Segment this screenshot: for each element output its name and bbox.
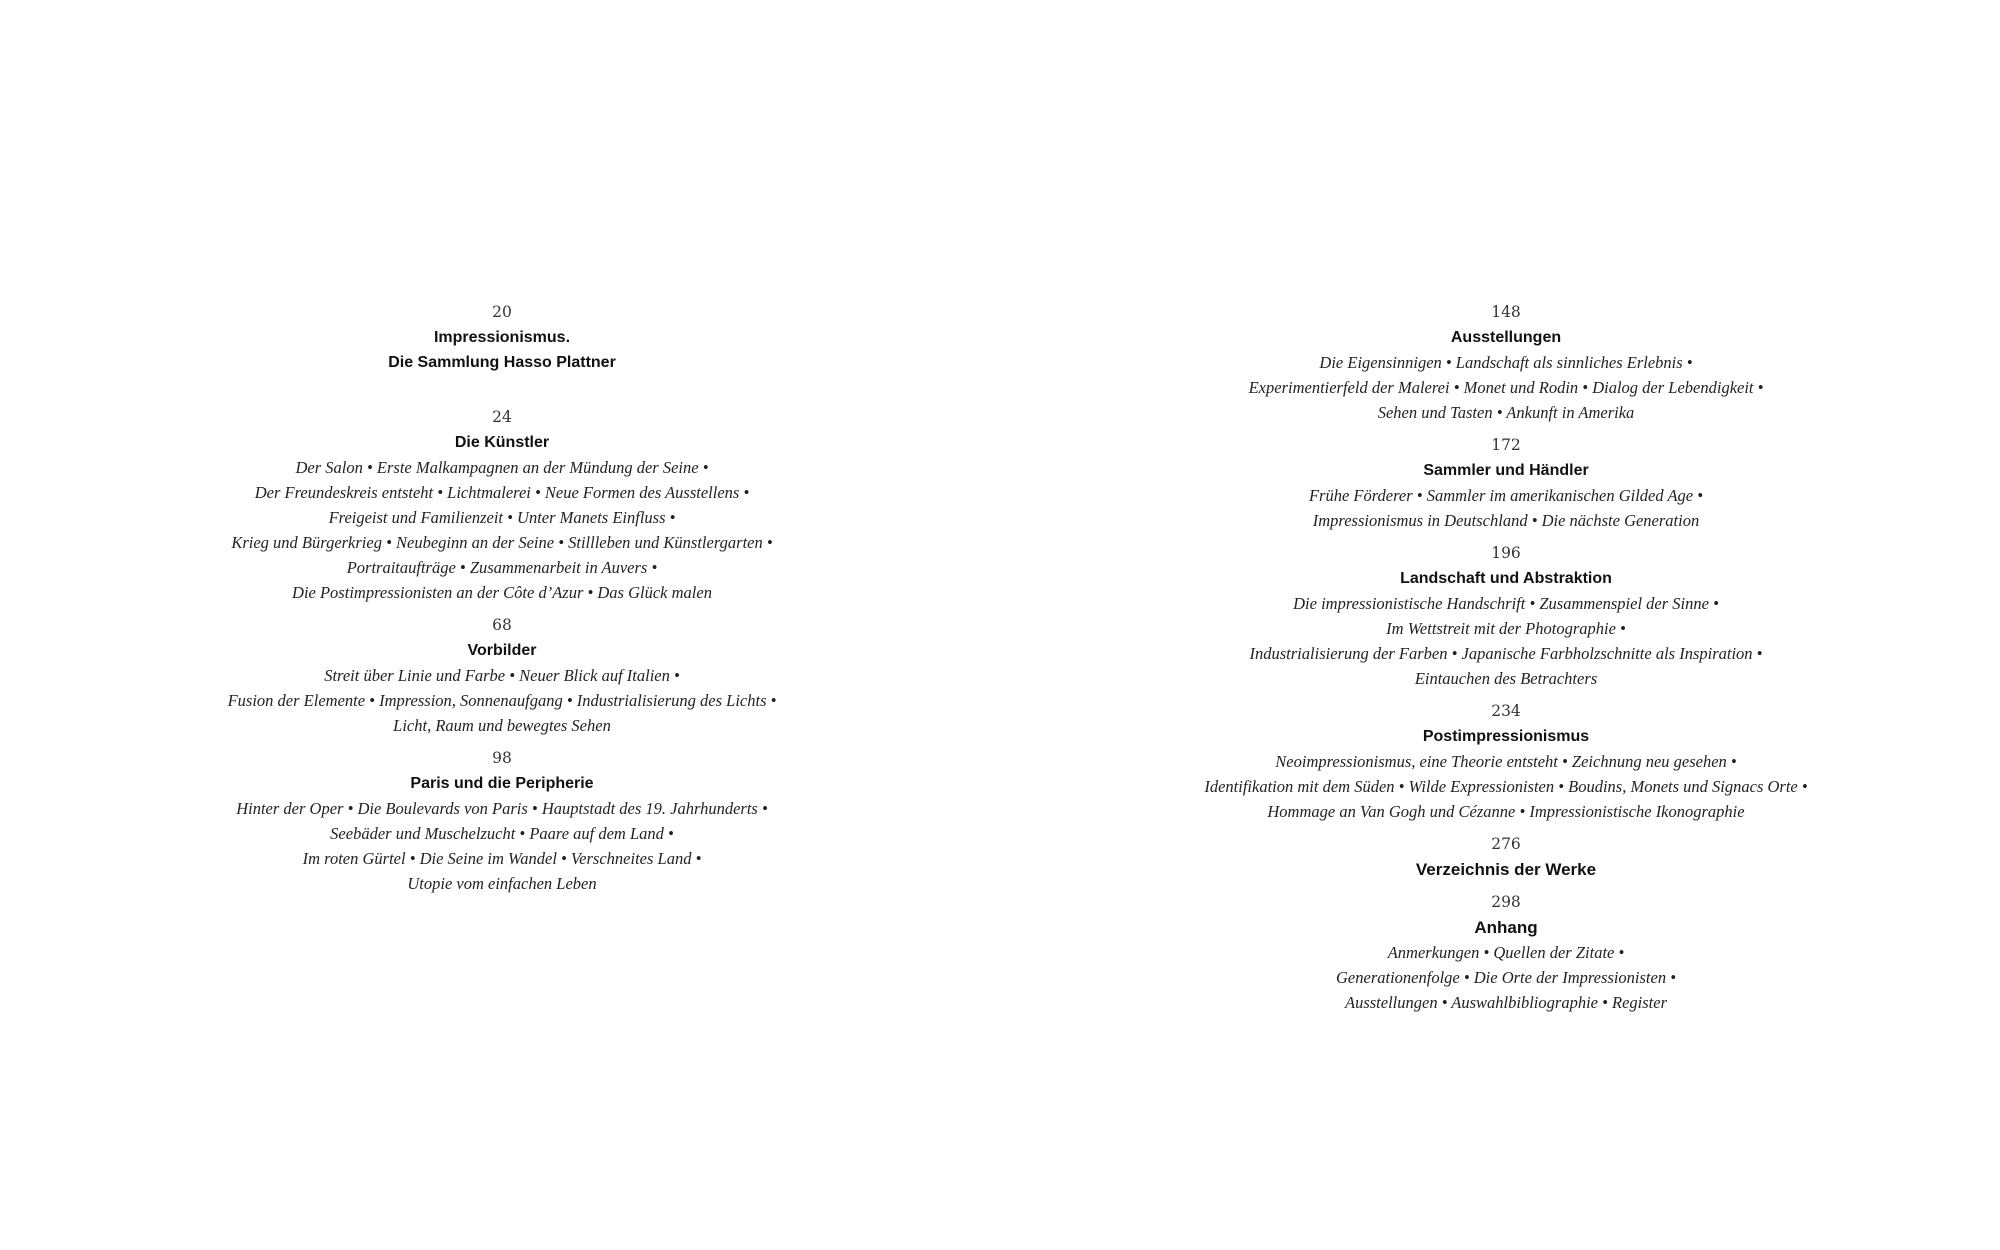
- subtopic-line: Generationenfolge • Die Orte der Impressionisten •: [1336, 968, 1676, 987]
- toc-entry-intro[interactable]: [122, 300, 882, 375]
- page-number: 20: [492, 303, 512, 321]
- subtopic-line: Die impressionistische Handschrift • Zusammenspiel der Sinne •: [1293, 594, 1719, 613]
- subtopic-line: Die Eigensinnigen • Landschaft als sinnliches Erlebnis •: [1319, 353, 1693, 372]
- subtopic-line: Die Postimpressionisten an der Côte d’Azur • Das Glück malen: [292, 583, 712, 602]
- subtopic-line: Eintauchen des Betrachters: [1414, 669, 1598, 688]
- toc-entry-vorbilder[interactable]: [122, 613, 882, 738]
- page-number: 98: [492, 749, 512, 767]
- section-subtitle: Die Sammlung Hasso Plattner: [388, 354, 616, 371]
- subtopic-line: Identifikation mit dem Süden • Wilde Expressionisten • Boudins, Monets und Signacs Orte •: [1204, 777, 1808, 796]
- subtopic-line: Der Salon • Erste Malkampagnen an der Mündung der Seine •: [295, 458, 709, 477]
- section-title: Vorbilder: [467, 642, 537, 659]
- page-number: 196: [1491, 544, 1521, 562]
- toc-entry-verzeichnis[interactable]: [1126, 832, 1886, 882]
- subtopic-line: Licht, Raum und bewegtes Sehen: [393, 716, 611, 735]
- subtopic-line: Neoimpressionismus, eine Theorie entsteht • Zeichnung neu gesehen •: [1275, 752, 1737, 771]
- subtopic-line: Frühe Förderer • Sammler im amerikanischen Gilded Age •: [1308, 486, 1704, 505]
- toc-entry-ausstellungen[interactable]: [1126, 300, 1886, 425]
- subtopic-line: Freigeist und Familienzeit • Unter Manets Einfluss •: [328, 508, 676, 527]
- spacer: [122, 383, 882, 405]
- page-number: 148: [1491, 303, 1521, 321]
- page-number: 298: [1491, 893, 1521, 911]
- subtopic-line: Sehen und Tasten • Ankunft in Amerika: [1377, 403, 1635, 422]
- section-title: Impressionismus.: [433, 329, 571, 346]
- subtopic-line: Der Freundeskreis entsteht • Lichtmalerei • Neue Formen des Ausstellens •: [254, 483, 750, 502]
- page-number: 68: [492, 616, 512, 634]
- subtopic-line: Impressionismus in Deutschland • Die nächste Generation: [1312, 511, 1700, 530]
- section-title: Verzeichnis der Werke: [1415, 860, 1597, 879]
- toc-entry-landschaft[interactable]: [1126, 541, 1886, 691]
- subtopic-line: Utopie vom einfachen Leben: [407, 874, 597, 893]
- page-number: 24: [492, 408, 512, 426]
- section-title: Ausstellungen: [1450, 329, 1562, 346]
- section-title: Sammler und Händler: [1423, 462, 1589, 479]
- subtopic-line: Anmerkungen • Quellen der Zitate •: [1387, 943, 1625, 962]
- subtopic-line: Ausstellungen • Auswahlbibliographie • Register: [1345, 993, 1667, 1012]
- section-title: Landschaft und Abstraktion: [1400, 570, 1612, 587]
- subtopic-line: Fusion der Elemente • Impression, Sonnenaufgang • Industrialisierung des Lichts •: [227, 691, 777, 710]
- page-number: 172: [1491, 436, 1521, 454]
- section-title: Die Künstler: [454, 434, 550, 451]
- subtopic-line: Experimentierfeld der Malerei • Monet und Rodin • Dialog der Lebendigkeit •: [1248, 378, 1764, 397]
- left-page-contents: [122, 300, 882, 904]
- subtopic-line: Industrialisierung der Farben • Japanische Farbholzschnitte als Inspiration •: [1249, 644, 1763, 663]
- toc-entry-sammler[interactable]: [1126, 433, 1886, 533]
- subtopic-line: Krieg und Bürgerkrieg • Neubeginn an der Seine • Stillleben und Künstlergarten •: [231, 533, 773, 552]
- page-number: 276: [1491, 835, 1521, 853]
- page-number: 234: [1491, 702, 1521, 720]
- toc-entry-anhang[interactable]: [1126, 890, 1886, 1015]
- section-title: Postimpressionismus: [1422, 728, 1590, 745]
- subtopic-line: Seebäder und Muschelzucht • Paare auf dem Land •: [330, 824, 674, 843]
- toc-entry-postimpressionismus[interactable]: [1126, 699, 1886, 824]
- subtopic-line: Im Wettstreit mit der Photographie •: [1386, 619, 1626, 638]
- section-title: Anhang: [1474, 918, 1538, 937]
- toc-entry-die-kuenstler[interactable]: [122, 405, 882, 605]
- toc-entry-paris[interactable]: [122, 746, 882, 896]
- subtopic-line: Hommage an Van Gogh und Cézanne • Impressionistische Ikonographie: [1267, 802, 1745, 821]
- subtopic-line: Streit über Linie und Farbe • Neuer Blick auf Italien •: [324, 666, 680, 685]
- subtopic-line: Im roten Gürtel • Die Seine im Wandel • Verschneites Land •: [302, 849, 702, 868]
- right-page-contents: [1126, 300, 1886, 1023]
- subtopic-line: Portraitaufträge • Zusammenarbeit in Auvers •: [346, 558, 658, 577]
- section-title: Paris und die Peripherie: [410, 775, 594, 792]
- subtopic-line: Hinter der Oper • Die Boulevards von Paris • Hauptstadt des 19. Jahrhunderts •: [236, 799, 768, 818]
